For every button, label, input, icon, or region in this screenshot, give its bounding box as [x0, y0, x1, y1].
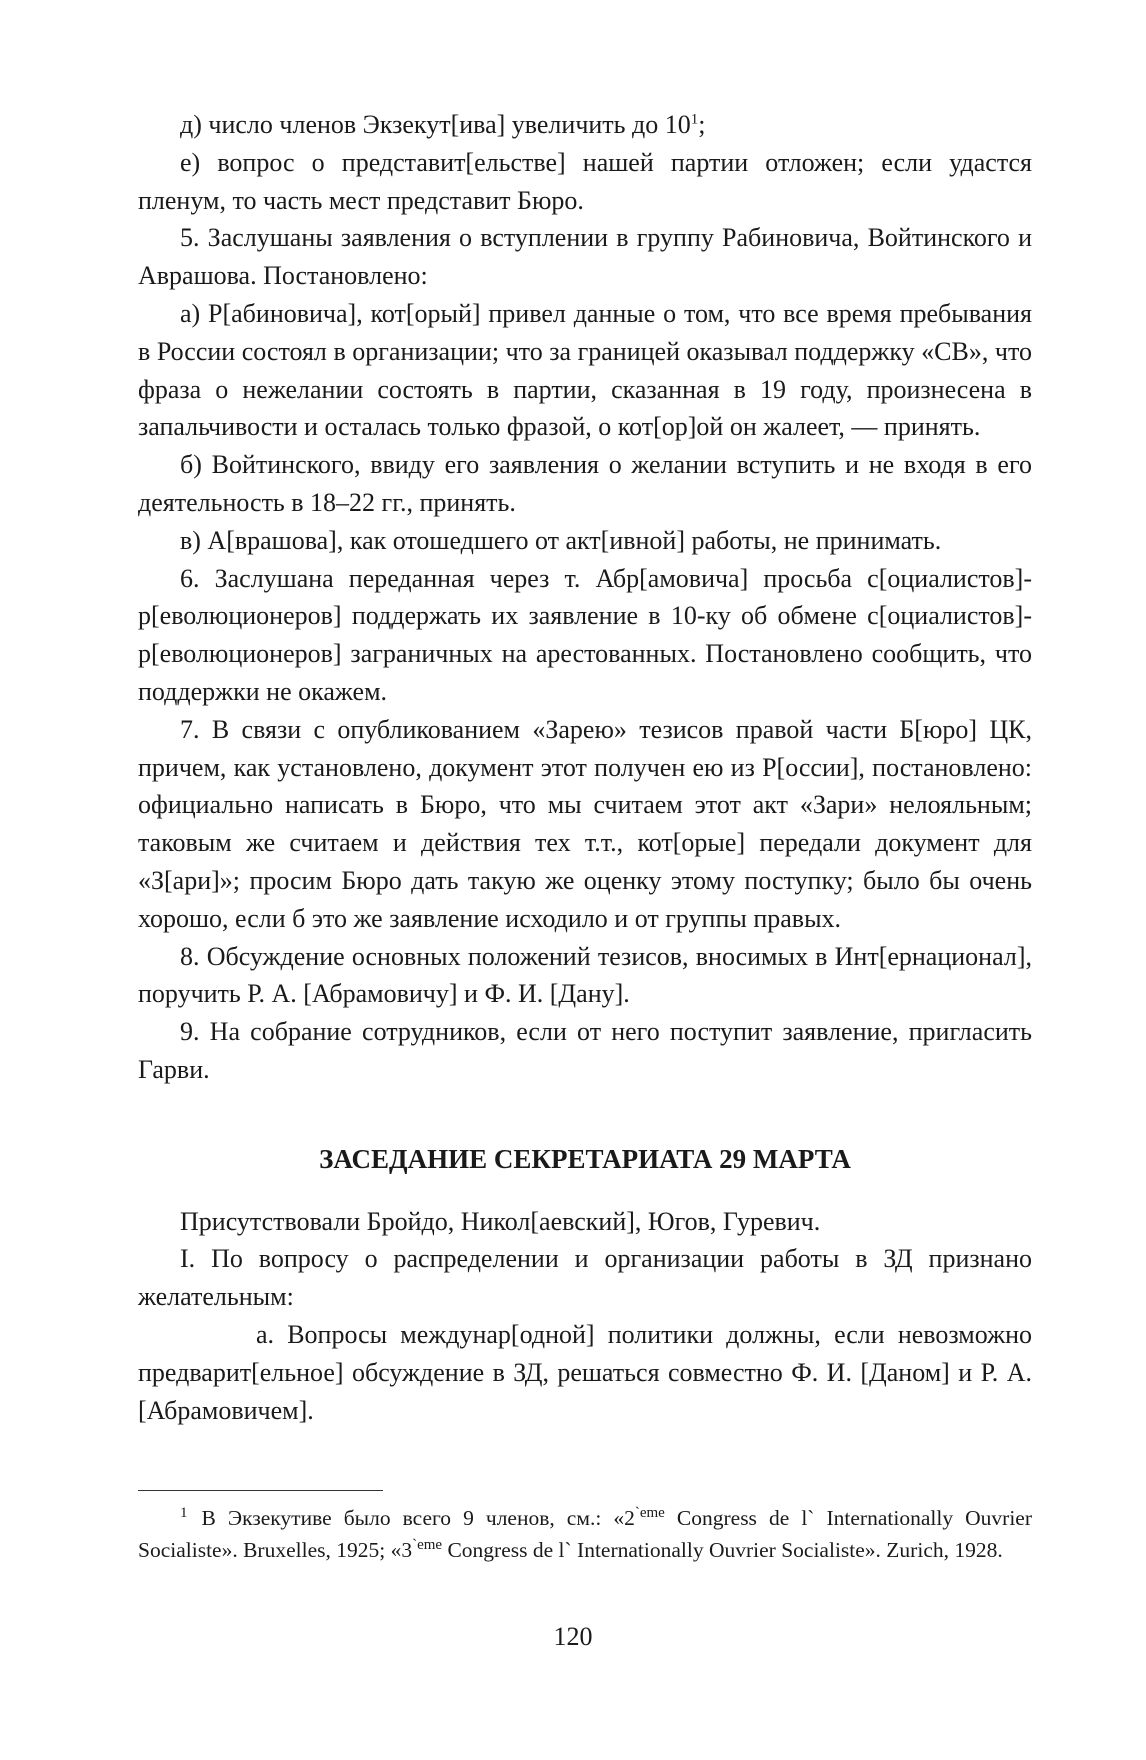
paragraph-attendees: Присутствовали Бройдо, Никол[аевский], Югов, Гуревич.: [180, 1206, 821, 1236]
main-text: [138, 106, 1032, 1429]
paragraph-item-9: 9. На собрание сотрудников, если от него поступит заявление, пригласить Гарви.: [138, 1017, 1032, 1084]
section-heading: ЗАСЕДАНИЕ СЕКРЕТАРИАТА 29 МАРТА: [319, 1143, 851, 1174]
paragraph-item-8: 8. Обсуждение основных положений тезисов, вносимых в Инт[ернационал], поручить Р. А. [Абрамовичу] и Ф. И. [Дану].: [138, 941, 1032, 1009]
paragraph-item-7: 7. В связи с опубликованием «Зарею» тезисов правой части Б[юро] ЦК, причем, как установлено, документ этот получен ею из Р[оссии], постановлено: официально написать в Бюро, что мы считаем этот акт «Зари» нелояльным; таковым же считаем и действия тех т.т., кот[орые] передали документ для «З[ари]»; просим Бюро дать такую же оценку этому поступку; было бы очень хорошо, если б это же заявление исходило и от группы правых.: [138, 714, 1032, 933]
footnote-divider: [138, 1490, 383, 1491]
paragraph-e: е) вопрос о представит[ельстве] нашей партии отложен; если удастся пленум, то часть мест представит Бюро.: [138, 147, 1032, 215]
paragraph-item-6: 6. Заслушана переданная через т. Абр[амовича] просьба с[оциалистов]-р[еволюционеров] поддержать их заявление в 10-ку об обмене с[оциалистов]-р[еволюционеров] заграничных на арестованных. Постановлено сообщить, что поддержки не окажем.: [138, 563, 1032, 706]
footnote-text: $^1$ В Экзекутиве было всего 9 членов, см.: «$2^{`eme}$ Congress de l` Internationally Ouvrier Socialiste». Bruxelles, 1925; «$3^{`eme}$ Congress de l` Internationally Ouvrier Socialiste». Zurich, 1928.: [138, 1504, 1032, 1562]
paragraph-item-I-a: а. Вопросы междунар[одной] политики должны, если невозможно предварит[ельное] обсуждение в ЗД, решаться совместно Ф. И. [Даном] и Р. А. [Абрамовичем].: [138, 1319, 1032, 1425]
paragraph-item-5v: в) А[врашова], как отошедшего от акт[ивной] работы, не принимать.: [180, 525, 942, 555]
page-number: 120: [553, 1622, 593, 1651]
footnote-mark: 1: [180, 1504, 188, 1521]
paragraph-item-5: 5. Заслушаны заявления о вступлении в группу Рабиновича, Войтинского и Аврашова. Постановлено:: [138, 223, 1032, 291]
footnote-reference[interactable]: 1: [690, 111, 699, 128]
paragraph-d: д) число членов Экзекут[ива] увеличить до $10^1$;: [180, 110, 706, 139]
footnote: [138, 1502, 1032, 1566]
paragraph-item-5b: б) Войтинского, ввиду его заявления о желании вступить и не входя в его деятельность в 18–22 гг., принять.: [138, 450, 1032, 517]
paragraph-item-5a: а) Р[абиновича], кот[орый] привел данные о том, что все время пребывания в России состоял в организации; что за границей оказывал поддержку «СВ», что фраза о нежелании состоять в партии, сказанная в 19 году, произнесена в запальчивости и осталась только фразой, о кот[ор]ой он жалеет, — принять.: [138, 298, 1032, 442]
paragraph-item-I: I. По вопросу о распределении и организации работы в ЗД признано желательным:: [138, 1244, 1032, 1312]
